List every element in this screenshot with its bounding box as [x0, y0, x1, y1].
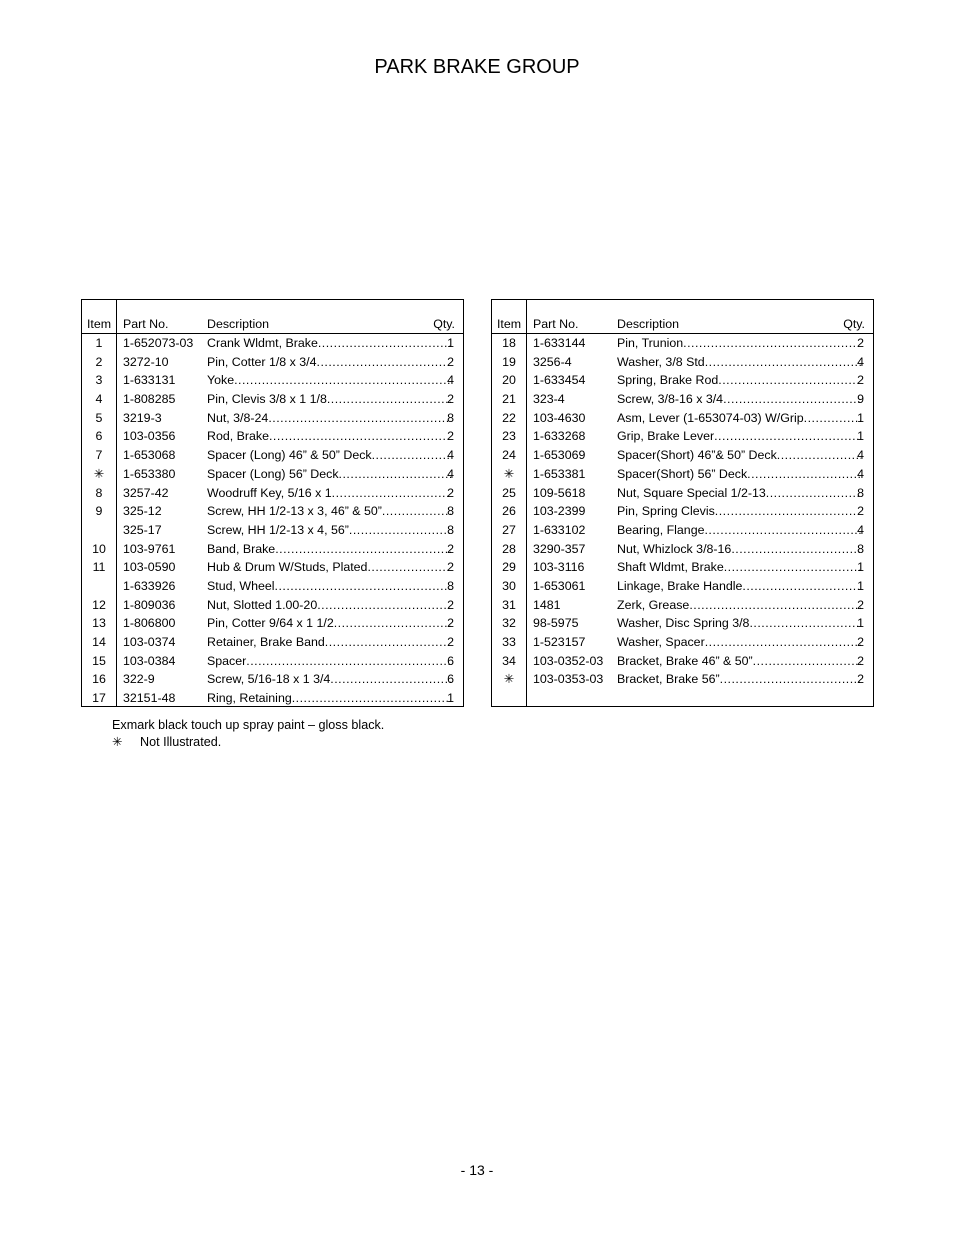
leader-dots [268, 409, 451, 428]
part-number: 103-2399 [533, 504, 586, 519]
quantity: 2 [857, 635, 864, 649]
quantity: 2 [857, 672, 864, 687]
leader-dots [731, 540, 861, 559]
quantity: 4 [857, 354, 864, 369]
not-illustrated-label: Not Illustrated. [140, 735, 222, 749]
table-row [82, 353, 463, 372]
table-row [492, 633, 873, 652]
leader-dots [777, 446, 861, 465]
quantity: 1 [857, 578, 864, 593]
part-number: 1-633268 [533, 429, 586, 444]
item-number: 28 [502, 541, 516, 556]
quantity: 2 [447, 597, 454, 612]
leader-dots [382, 502, 451, 521]
table-row [82, 446, 463, 465]
description [207, 670, 451, 689]
item-number: 23 [502, 429, 516, 444]
part-number: 3256-4 [533, 354, 572, 369]
table-row [492, 596, 873, 615]
table-row [492, 446, 873, 465]
description [207, 334, 451, 353]
description [617, 353, 861, 372]
asterisk-icon: ✳ [112, 735, 123, 749]
item-number: 25 [502, 485, 516, 500]
quantity: 1 [447, 691, 454, 706]
description-text: Rod, Brake [207, 429, 269, 444]
quantity: 2 [857, 336, 864, 350]
description-text: Pin, Spring Clevis [617, 504, 715, 519]
description-text: Spacer [207, 653, 247, 668]
item-number: 32 [502, 616, 516, 631]
parts-table-right [491, 299, 874, 707]
page-title: PARK BRAKE GROUP [374, 56, 580, 78]
description-text: Screw, HH 1/2-13 x 3, 46” & 50” [207, 504, 382, 519]
description [617, 465, 861, 484]
description [617, 334, 861, 353]
description [207, 484, 451, 503]
part-number: 3272-10 [123, 354, 169, 369]
description [617, 633, 861, 652]
leader-dots [372, 446, 451, 465]
description-text: Washer, Disc Spring 3/8 [617, 616, 750, 631]
item-number: 22 [502, 410, 516, 425]
item-number: 1 [95, 336, 103, 350]
table-row [492, 465, 873, 484]
description [207, 614, 451, 633]
part-number: 325-17 [123, 522, 162, 537]
quantity: 2 [447, 635, 454, 649]
quantity: 2 [447, 392, 454, 407]
item-number: 8 [95, 485, 103, 500]
description-text: Crank Wldmt, Brake [207, 336, 318, 350]
item-number: 6 [95, 429, 103, 444]
part-number: 323-4 [533, 392, 565, 407]
description-text: Pin, Clevis 3/8 x 1 1/8 [207, 392, 327, 407]
item-number: 30 [502, 578, 516, 593]
description-text: Nut, Whizlock 3/8-16 [617, 541, 732, 556]
leader-dots [718, 371, 861, 390]
description [617, 521, 861, 540]
part-number: 1-653380 [123, 466, 176, 481]
description [207, 521, 451, 540]
item-number: ✳ [503, 672, 515, 687]
table-row [492, 540, 873, 559]
part-number: 103-0353-03 [533, 672, 604, 687]
description [207, 652, 451, 671]
item-number: 14 [92, 635, 106, 649]
description [207, 558, 451, 577]
item-number: 5 [95, 410, 103, 425]
leader-dots [349, 521, 451, 540]
part-number: 103-3116 [533, 560, 585, 575]
quantity: 1 [447, 336, 454, 350]
description [617, 427, 861, 446]
description [617, 596, 861, 615]
leader-dots [234, 371, 451, 390]
parts-table-left [81, 299, 464, 707]
header-item: Item [86, 317, 112, 331]
description-text: Spacer(Short) 56” Deck [617, 466, 748, 481]
leader-dots [689, 596, 861, 615]
description [617, 371, 861, 390]
description-text: Spacer (Long) 56” Deck [207, 466, 339, 481]
table-row [82, 409, 463, 428]
quantity: 4 [857, 522, 864, 537]
description-text: Bearing, Flange [617, 522, 705, 537]
part-number: 325-12 [123, 504, 162, 519]
quantity: 8 [447, 410, 454, 425]
leader-dots [327, 390, 451, 409]
description-text: Stud, Wheel [207, 578, 275, 593]
quantity: 6 [447, 653, 454, 668]
item-number: 27 [502, 522, 516, 537]
quantity: 6 [447, 672, 454, 687]
leader-dots [715, 502, 861, 521]
description [207, 446, 451, 465]
part-number: 1-633454 [533, 373, 586, 388]
quantity: 2 [857, 504, 864, 519]
leader-dots [724, 558, 861, 577]
part-number: 103-0356 [123, 429, 176, 444]
item-number: 26 [502, 504, 516, 519]
description-text: Bracket, Brake 46” & 50” [617, 653, 753, 668]
table-row [492, 577, 873, 596]
part-number: 1-653061 [533, 578, 586, 593]
quantity: 2 [447, 541, 454, 556]
table-row [82, 614, 463, 633]
description [207, 596, 451, 615]
header-qty: Qty. [433, 317, 455, 331]
table-row [492, 614, 873, 633]
item-number: 15 [92, 653, 106, 668]
leader-dots [275, 577, 452, 596]
leader-dots [749, 614, 861, 633]
quantity: 2 [447, 616, 454, 631]
description-text: Bracket, Brake 56” [617, 672, 720, 687]
leader-dots [332, 484, 451, 503]
item-number: 18 [502, 336, 516, 350]
description-text: Ring, Retaining [207, 691, 292, 706]
item-number: 20 [502, 373, 516, 388]
leader-dots [330, 670, 451, 689]
description [207, 371, 451, 390]
part-number: 1-808285 [123, 392, 176, 407]
description [617, 484, 861, 503]
table-row [492, 521, 873, 540]
leader-dots [766, 484, 861, 503]
description [617, 652, 861, 671]
leader-dots [317, 353, 451, 372]
part-number: 1-806800 [123, 616, 176, 631]
table-row [82, 484, 463, 503]
description [617, 390, 861, 409]
part-number: 1-633926 [123, 578, 176, 593]
leader-dots [723, 390, 861, 409]
description-text: Nut, Square Special 1/2-13 [617, 485, 766, 500]
header-part-no: Part No. [533, 317, 579, 331]
quantity: 2 [447, 429, 454, 444]
item-number: 2 [95, 354, 103, 369]
leader-dots [714, 427, 861, 446]
part-number: 1-633131 [123, 373, 176, 388]
table-row [82, 652, 463, 671]
table-row [82, 558, 463, 577]
part-number: 1-653069 [533, 448, 586, 463]
leader-dots [683, 334, 861, 353]
table-row [492, 390, 873, 409]
header-part-no: Part No. [123, 317, 169, 331]
description [207, 540, 451, 559]
quantity: 1 [857, 616, 864, 631]
description [207, 353, 451, 372]
description-text: Screw, HH 1/2-13 x 4, 56” [207, 522, 349, 537]
description-text: Spring, Brake Rod [617, 373, 719, 388]
item-number: 17 [92, 691, 106, 706]
part-number: 32151-48 [123, 691, 176, 706]
table-row [82, 670, 463, 689]
description-text: Pin, Trunion [617, 336, 684, 350]
table-row [82, 465, 463, 484]
item-number: 12 [92, 597, 106, 612]
leader-dots [275, 540, 451, 559]
quantity: 2 [857, 373, 864, 388]
table-row [492, 558, 873, 577]
part-number: 1-653068 [123, 448, 176, 463]
description [207, 689, 451, 708]
quantity: 2 [857, 597, 864, 612]
description [617, 670, 861, 689]
leader-dots [317, 596, 451, 615]
leader-dots [318, 334, 451, 353]
quantity: 2 [447, 485, 454, 500]
description [207, 465, 451, 484]
table-row [492, 502, 873, 521]
part-number: 322-9 [123, 672, 155, 687]
table-row [82, 521, 463, 540]
part-number: 98-5975 [533, 616, 579, 631]
table-row [82, 633, 463, 652]
paint-note: Exmark black touch up spray paint – gloss black. [112, 718, 385, 732]
description [207, 502, 451, 521]
quantity: 1 [857, 560, 864, 575]
description-text: Hub & Drum W/Studs, Plated [207, 560, 368, 575]
leader-dots [804, 409, 861, 428]
quantity: 4 [447, 373, 454, 388]
item-number: 9 [95, 504, 103, 519]
leader-dots [705, 633, 861, 652]
table-row [82, 577, 463, 596]
part-number: 3257-42 [123, 485, 169, 500]
description-text: Grip, Brake Lever [617, 429, 715, 444]
description-text: Retainer, Brake Band [207, 635, 325, 649]
table-body [492, 334, 873, 689]
part-number: 1-809036 [123, 597, 176, 612]
item-number: 21 [502, 392, 516, 407]
part-number: 1-633102 [533, 522, 586, 537]
description [617, 409, 861, 428]
table-row [492, 427, 873, 446]
table-row [82, 334, 463, 353]
quantity: 1 [857, 429, 864, 444]
header-item: Item [496, 317, 522, 331]
description [207, 409, 451, 428]
description [207, 633, 451, 652]
quantity: 2 [447, 354, 454, 369]
description [617, 577, 861, 596]
part-number: 1481 [533, 597, 561, 612]
description-text: Screw, 3/8-16 x 3/4 [617, 392, 724, 407]
description [207, 577, 451, 596]
table-row [82, 427, 463, 446]
item-number: 3 [95, 373, 103, 388]
leader-dots [339, 465, 451, 484]
table-row [492, 409, 873, 428]
description-text: Band, Brake [207, 541, 276, 556]
leader-dots [367, 558, 451, 577]
quantity: 8 [857, 541, 864, 556]
item-number: 4 [95, 392, 103, 407]
part-number: 1-523157 [533, 635, 586, 649]
leader-dots [742, 577, 861, 596]
table-row [492, 353, 873, 372]
item-number: 7 [95, 448, 103, 463]
item-number: 24 [502, 448, 516, 463]
table-row [82, 689, 463, 708]
header-description: Description [207, 317, 269, 331]
part-number: 103-0374 [123, 635, 176, 649]
item-number: 33 [502, 635, 516, 649]
table-row [82, 540, 463, 559]
part-number: 103-0590 [123, 560, 176, 575]
quantity: 2 [857, 653, 864, 668]
description [617, 614, 861, 633]
item-number: 19 [502, 354, 516, 369]
table-body [82, 334, 463, 708]
description-text: Asm, Lever (1-653074-03) W/Grip [617, 410, 804, 425]
description-text: Screw, 5/16-18 x 1 3/4 [207, 672, 331, 687]
description-text: Linkage, Brake Handle [617, 578, 743, 593]
table-row [492, 371, 873, 390]
item-number: 31 [502, 597, 516, 612]
description-text: Woodruff Key, 5/16 x 1 [207, 485, 332, 500]
quantity: 2 [447, 560, 454, 575]
table-row [82, 502, 463, 521]
item-number: 10 [92, 541, 106, 556]
quantity: 1 [857, 410, 864, 425]
item-number: 13 [92, 616, 106, 631]
description-text: Spacer (Long) 46” & 50” Deck [207, 448, 372, 463]
description [207, 427, 451, 446]
part-number: 103-4630 [533, 410, 586, 425]
description-text: Zerk, Grease [617, 597, 690, 612]
quantity: 8 [447, 522, 454, 537]
table-row [82, 390, 463, 409]
item-number: 34 [502, 653, 516, 668]
not-illustrated-note [112, 734, 221, 749]
table-row [82, 596, 463, 615]
leader-dots [269, 427, 451, 446]
leader-dots [246, 652, 451, 671]
item-number: 11 [92, 560, 106, 575]
quantity: 8 [447, 504, 454, 519]
quantity: 9 [857, 392, 864, 407]
table-row [492, 670, 873, 689]
quantity: 4 [857, 448, 864, 463]
description-text: Pin, Cotter 9/64 x 1 1/2 [207, 616, 334, 631]
leader-dots [720, 670, 861, 689]
quantity: 8 [857, 485, 864, 500]
description [617, 502, 861, 521]
page-number: - 13 - [460, 1162, 494, 1178]
description [617, 540, 861, 559]
part-number: 109-5618 [533, 485, 586, 500]
part-number: 1-653381 [533, 466, 586, 481]
quantity: 8 [447, 578, 454, 593]
header-description: Description [617, 317, 679, 331]
part-number: 103-0384 [123, 653, 176, 668]
part-number: 1-633144 [533, 336, 586, 350]
description-text: Washer, Spacer [617, 635, 705, 649]
part-number: 1-652073-03 [123, 336, 194, 350]
item-number: 16 [92, 672, 106, 687]
description-text: Nut, 3/8-24 [207, 410, 269, 425]
leader-dots [325, 633, 451, 652]
table-row [82, 371, 463, 390]
description [617, 446, 861, 465]
quantity: 4 [447, 448, 454, 463]
header-qty: Qty. [843, 317, 865, 331]
description-text: Nut, Slotted 1.00-20 [207, 597, 318, 612]
quantity: 4 [447, 466, 454, 481]
part-number: 103-0352-03 [533, 653, 604, 668]
leader-dots [292, 689, 451, 708]
leader-dots [334, 614, 451, 633]
item-number: ✳ [503, 466, 515, 481]
leader-dots [753, 652, 861, 671]
table-row [492, 334, 873, 353]
leader-dots [704, 521, 861, 540]
leader-dots [747, 465, 861, 484]
quantity: 4 [857, 466, 864, 481]
item-number: 29 [502, 560, 516, 575]
description-text: Yoke [207, 373, 235, 388]
description-text: Pin, Cotter 1/8 x 3/4 [207, 354, 317, 369]
part-number: 3219-3 [123, 410, 162, 425]
leader-dots [705, 353, 861, 372]
description [617, 558, 861, 577]
part-number: 3290-357 [533, 541, 586, 556]
table-row [492, 484, 873, 503]
item-number: ✳ [93, 466, 105, 481]
description-text: Shaft Wldmt, Brake [617, 560, 724, 575]
table-row [492, 652, 873, 671]
description-text: Washer, 3/8 Std [617, 354, 705, 369]
part-number: 103-9761 [123, 541, 176, 556]
description-text: Spacer(Short) 46”& 50” Deck [617, 448, 777, 463]
description [207, 390, 451, 409]
